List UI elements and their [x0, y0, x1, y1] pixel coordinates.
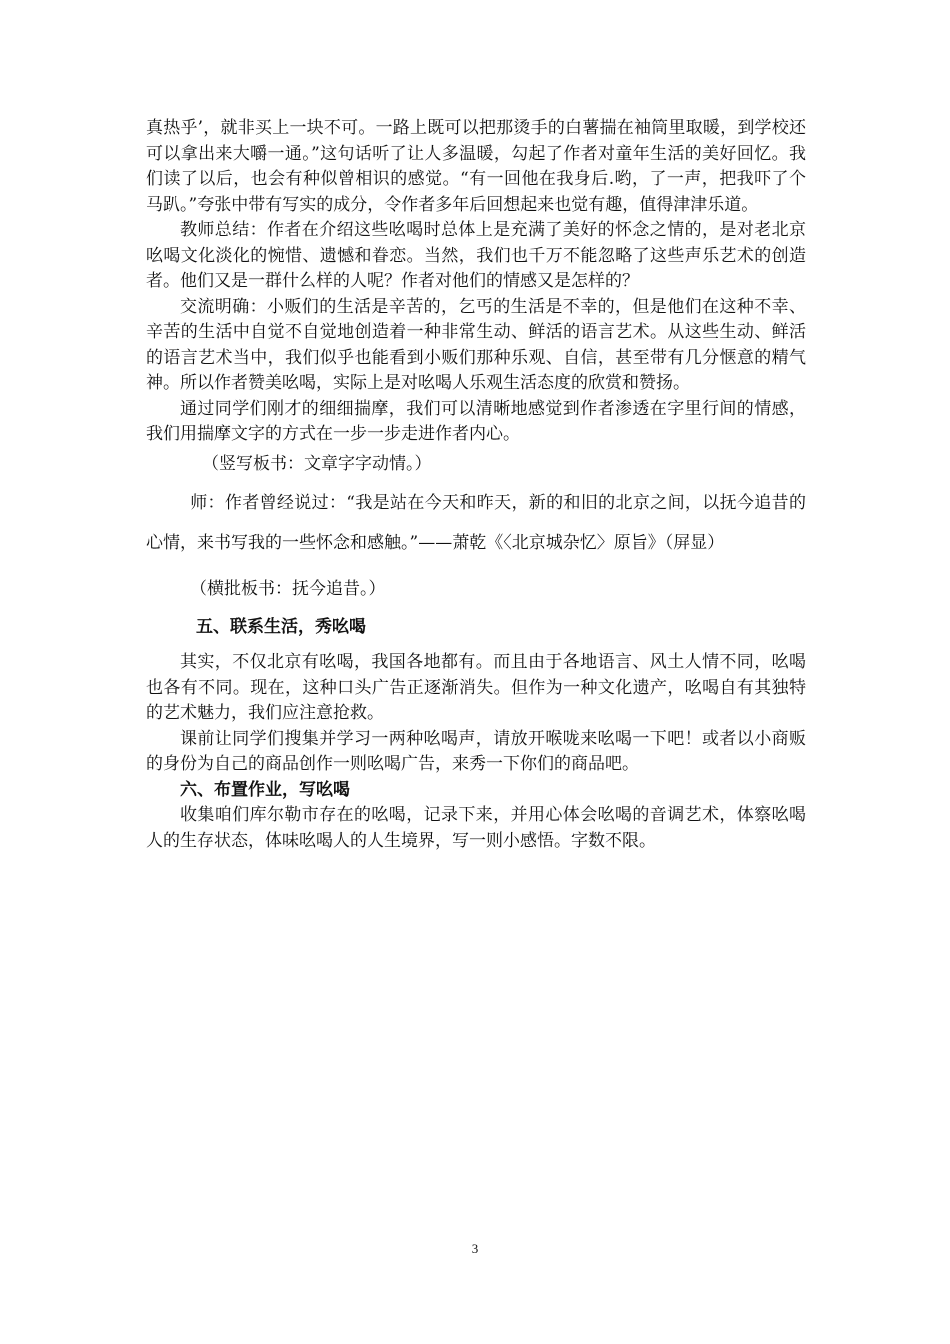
paragraph-discussion: 交流明确：小贩们的生活是辛苦的，乞丐的生活是不幸的，但是他们在这种不幸、辛苦的生活中自觉不自觉地创造着一种非常生动、鲜活的语言艺术。从这些生动、鲜活的语言艺术当中，我们似乎也能看到小贩们那种乐观、自信，甚至带有几分惬意的精气神。所以作者赞美吆喝，实际上是对吆喝人乐观生活态度的欣赏和赞扬。	[146, 296, 806, 393]
paragraph-local-calls: 其实，不仅北京有吆喝，我国各地都有。而且由于各地语言、风土人情不同，吆喝也各有不同。现在，这种口头广告正逐渐消失。但作为一种文化遗产，吆喝自有其独特的艺术魅力，我们应注意抢救。	[146, 652, 806, 723]
page-number: 3	[471, 1241, 479, 1256]
section-heading-5: 五、联系生活，秀吆喝	[196, 616, 366, 637]
section-heading-6: 六、布置作业，写吆喝	[180, 779, 350, 800]
paragraph-teacher-summary: 教师总结：作者在介绍这些吆喝时总体上是充满了美好的怀念之情的，是对老北京吆喝文化淡化的惋惜、遗憾和眷恋。当然，我们也千万不能忽略了这些声乐艺术的创造者。他们又是一群什么样的人呢？作者对他们的情感又是怎样的？	[146, 220, 806, 291]
paragraph-continuation: 真热乎’，就非买上一块不可。一路上既可以把那烫手的白薯揣在袖筒里取暖，到学校还可以拿出来大嚼一通。”这句话听了让人多温暖，勾起了作者对童年生活的美好回忆。我们读了以后，也会有种似曾相识的感觉。“有一回他在我身后.哟，了一声，把我吓了个马趴。”夸张中带有写实的成分，令作者多年后回想起来也觉有趣，值得津津乐道。	[146, 118, 806, 215]
blackboard-note-vertical: （竖写板书：文章字字动情。）	[202, 453, 432, 474]
paragraph-class-activity: 课前让同学们搜集并学习一两种吆喝声，请放开喉咙来吆喝一下吧！或者以小商贩的身份为自己的商品创作一则吆喝广告，来秀一下你们的商品吧。	[146, 728, 806, 774]
paragraph-reflection: 通过同学们刚才的细细揣摩，我们可以清晰地感觉到作者渗透在字里行间的情感，我们用揣摩文字的方式在一步一步走进作者内心。	[146, 398, 806, 444]
paragraph-homework: 收集咱们库尔勒市存在的吆喝，记录下来，并用心体会吆喝的音调艺术，体察吆喝人的生存状态，体味吆喝人的人生境界，写一则小感悟。字数不限。	[146, 805, 806, 851]
blackboard-note-horizontal: （横批板书：抚今追昔。）	[190, 579, 386, 599]
document-body	[146, 116, 806, 854]
teacher-quote: 师：作者曾经说过：“我是站在今天和昨天，新的和旧的北京之间，以抚今追昔的心情，来书写我的一些怀念和感触。”——萧乾《〈北京城杂忆〉原旨》（屏显）	[146, 493, 806, 553]
